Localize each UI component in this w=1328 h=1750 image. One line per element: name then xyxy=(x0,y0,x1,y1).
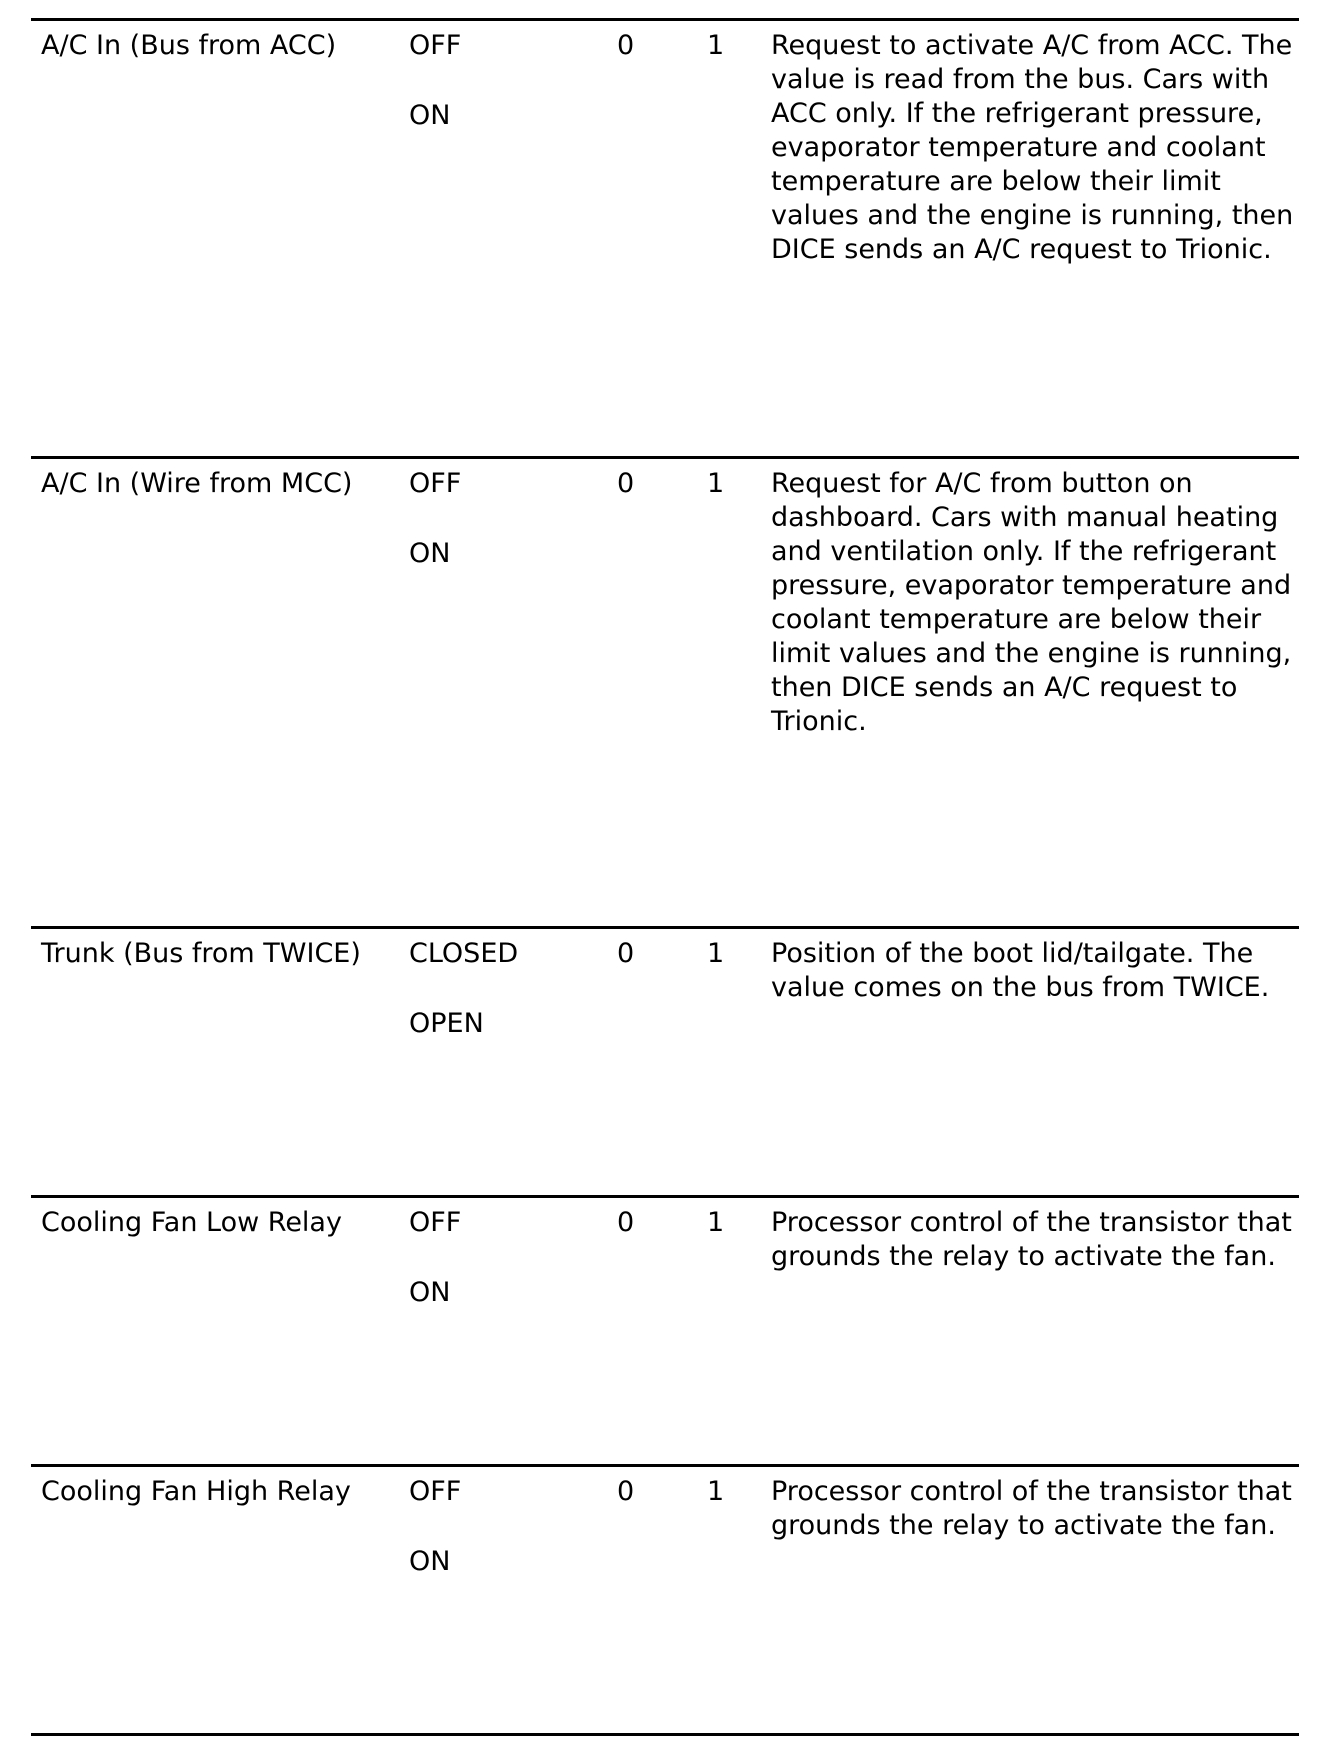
min-value: 0 xyxy=(617,1207,635,1238)
min-value: 0 xyxy=(617,1476,635,1507)
min-value: 0 xyxy=(617,30,635,61)
parameter-states xyxy=(409,937,609,1041)
state-0-label: OFF xyxy=(409,1207,462,1238)
table-row xyxy=(31,18,1299,456)
min-value: 0 xyxy=(617,468,635,499)
parameter-states xyxy=(409,467,609,571)
state-0-label: CLOSED xyxy=(409,938,519,969)
state-0-label: OFF xyxy=(409,30,462,61)
parameter-name: Cooling Fan Low Relay xyxy=(41,1207,342,1238)
state-0-label: OFF xyxy=(409,1476,462,1507)
state-0-label: OFF xyxy=(409,468,462,499)
table-row xyxy=(31,456,1299,926)
parameter-table xyxy=(31,18,1299,1736)
table-row xyxy=(31,926,1299,1195)
parameter-name: A/C In (Bus from ACC) xyxy=(41,30,337,61)
parameter-name: Trunk (Bus from TWICE) xyxy=(41,938,361,969)
parameter-description: Request for A/C from button on dashboard. Cars with manual heating and ventilation only. If the refrigerant pressure, evaporator temperature and coolant temperature are below their limit values and the engine is running, then DICE sends an A/C request to Trionic. xyxy=(771,468,1292,737)
parameter-description: Processor control of the transistor that grounds the relay to activate the fan. xyxy=(771,1207,1292,1272)
parameter-name: A/C In (Wire from MCC) xyxy=(41,468,353,499)
min-value: 0 xyxy=(617,938,635,969)
parameter-description: Request to activate A/C from ACC. The value is read from the bus. Cars with ACC only. If the refrigerant pressure, evaporator temperature and coolant temperature are below their limit values and the engine is running, then DICE sends an A/C request to Trionic. xyxy=(771,30,1294,265)
max-value: 1 xyxy=(707,1476,725,1507)
state-1-label: ON xyxy=(409,1546,451,1577)
parameter-description: Processor control of the transistor that grounds the relay to activate the fan. xyxy=(771,1476,1292,1541)
table-row xyxy=(31,1464,1299,1736)
parameter-states xyxy=(409,1206,609,1310)
state-1-label: ON xyxy=(409,538,451,569)
state-1-label: ON xyxy=(409,1277,451,1308)
parameter-description: Position of the boot lid/tailgate. The value comes on the bus from TWICE. xyxy=(771,938,1270,1003)
max-value: 1 xyxy=(707,938,725,969)
state-1-label: OPEN xyxy=(409,1008,484,1039)
parameter-states xyxy=(409,1475,609,1579)
max-value: 1 xyxy=(707,30,725,61)
table-row xyxy=(31,1195,1299,1464)
max-value: 1 xyxy=(707,1207,725,1238)
parameter-name: Cooling Fan High Relay xyxy=(41,1476,351,1507)
max-value: 1 xyxy=(707,468,725,499)
state-1-label: ON xyxy=(409,100,451,131)
parameter-states xyxy=(409,29,609,133)
